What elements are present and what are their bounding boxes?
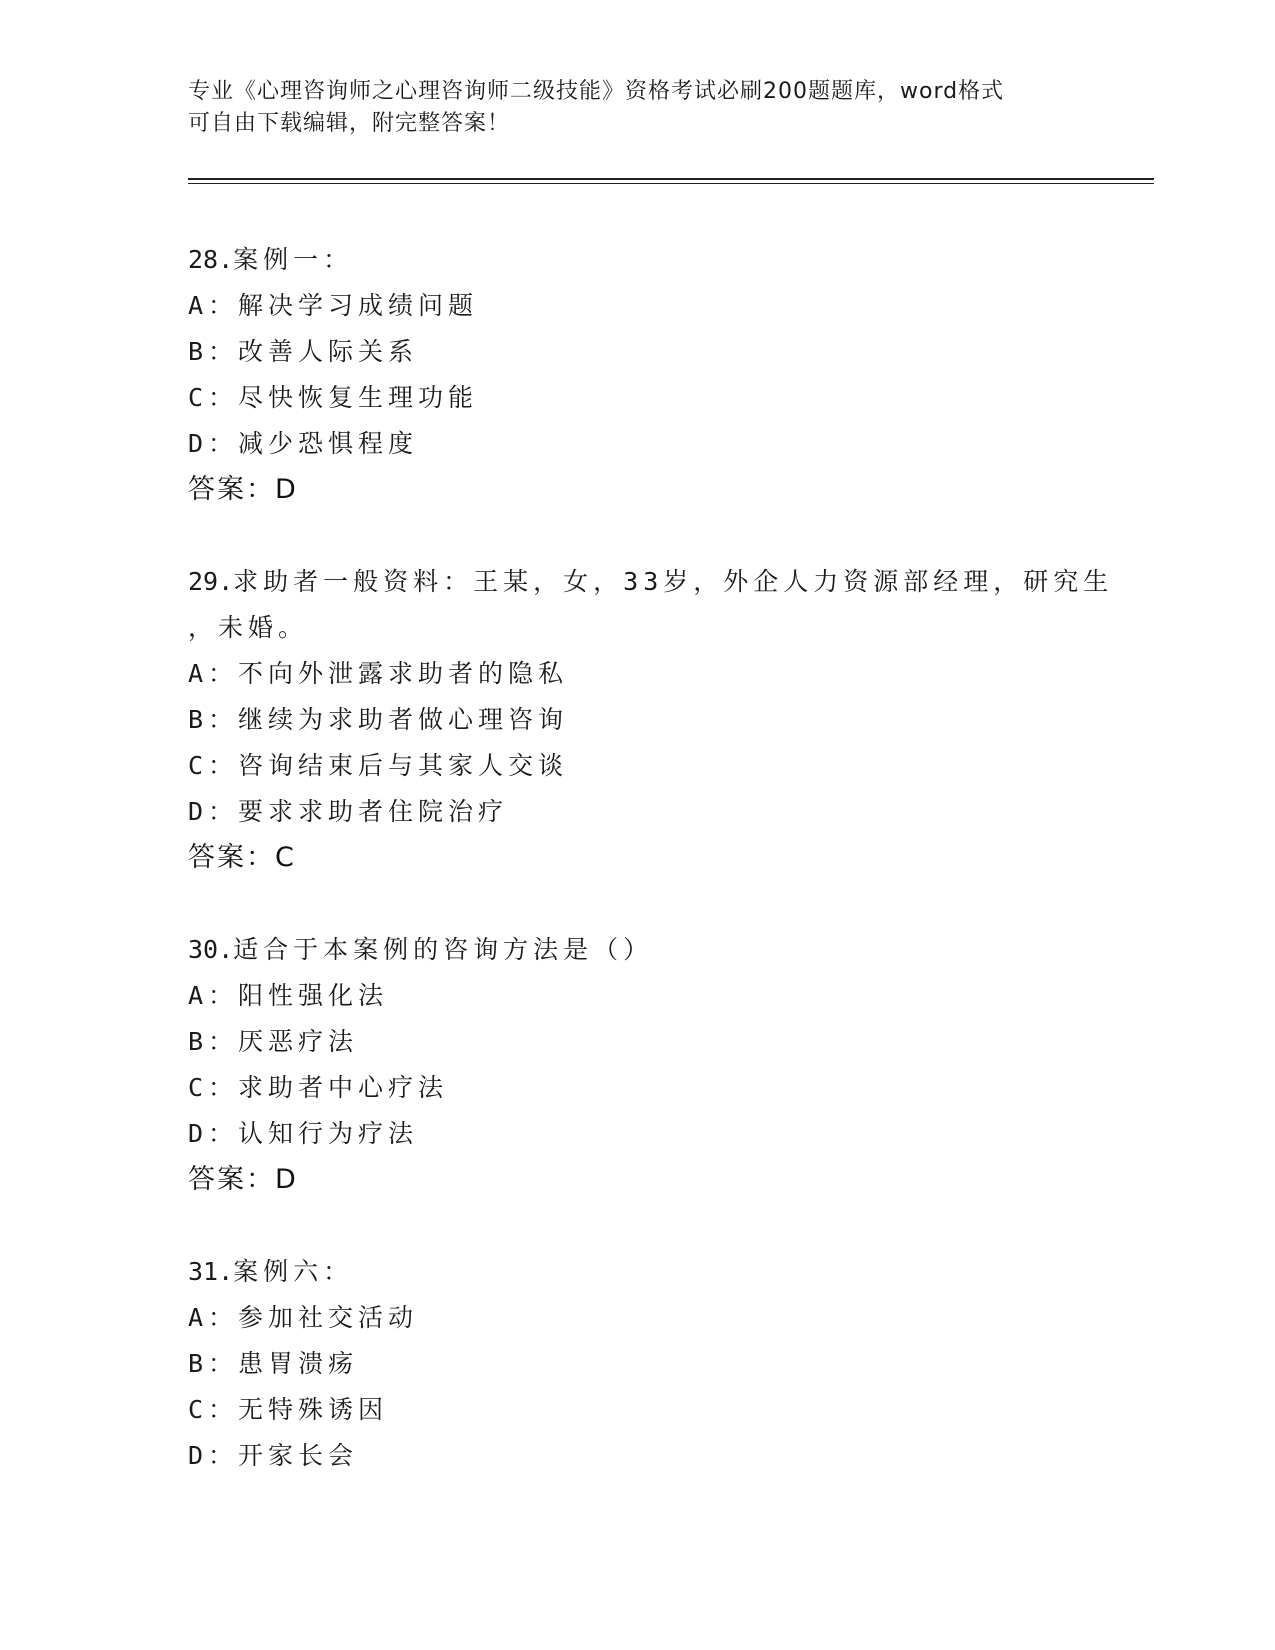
question-31 [188, 1249, 1148, 1479]
option-b: B：继续为求助者做心理咨询 [188, 705, 569, 734]
question-stem [188, 559, 1148, 605]
question-stem-text: 适合于本案例的咨询方法是（） [233, 935, 654, 964]
question-number: 28. [188, 245, 234, 274]
option-d: D：开家长会 [188, 1441, 359, 1470]
option-c: C：求助者中心疗法 [188, 1073, 449, 1102]
header-divider-thin [188, 183, 1154, 184]
question-28 [188, 237, 1148, 513]
question-29 [188, 559, 1148, 881]
document-header [188, 76, 1088, 140]
question-stem-continuation: ，未婚。 [188, 613, 309, 642]
option-d: D：要求求助者住院治疗 [188, 797, 509, 826]
header-divider [188, 178, 1154, 180]
question-stem [188, 237, 1148, 283]
option-c: C：尽快恢复生理功能 [188, 383, 479, 412]
question-stem-text: 案例一： [233, 245, 354, 274]
question-number: 31. [188, 1257, 234, 1286]
header-line-1: 专业《心理咨询师之心理咨询师二级技能》资格考试必刷200题题库，word格式 [188, 79, 1005, 104]
option-a: A：不向外泄露求助者的隐私 [188, 659, 569, 688]
option-c: C：咨询结束后与其家人交谈 [188, 751, 569, 780]
answer-line: 答案：D [188, 1164, 298, 1195]
option-c: C：无特殊诱因 [188, 1395, 389, 1424]
option-b: B：患胃溃疡 [188, 1349, 359, 1378]
option-a: A：阳性强化法 [188, 981, 389, 1010]
option-d: D：减少恐惧程度 [188, 429, 419, 458]
question-stem-text: 求助者一般资料：王某，女，33岁，外企人力资源部经理，研究生 [233, 567, 1114, 596]
question-list [188, 237, 1148, 1525]
question-number: 30. [188, 935, 234, 964]
option-a: A：参加社交活动 [188, 1303, 419, 1332]
option-b: B：厌恶疗法 [188, 1027, 359, 1056]
option-a: A：解决学习成绩问题 [188, 291, 479, 320]
answer-line: 答案：D [188, 474, 298, 505]
header-line-2: 可自由下载编辑，附完整答案！ [188, 111, 511, 136]
question-stem [188, 1249, 1148, 1295]
question-stem [188, 927, 1148, 973]
question-stem-text: 案例六： [233, 1257, 354, 1286]
answer-line: 答案：C [188, 842, 296, 873]
option-d: D：认知行为疗法 [188, 1119, 419, 1148]
question-number: 29. [188, 567, 234, 596]
option-b: B：改善人际关系 [188, 337, 419, 366]
question-30 [188, 927, 1148, 1203]
